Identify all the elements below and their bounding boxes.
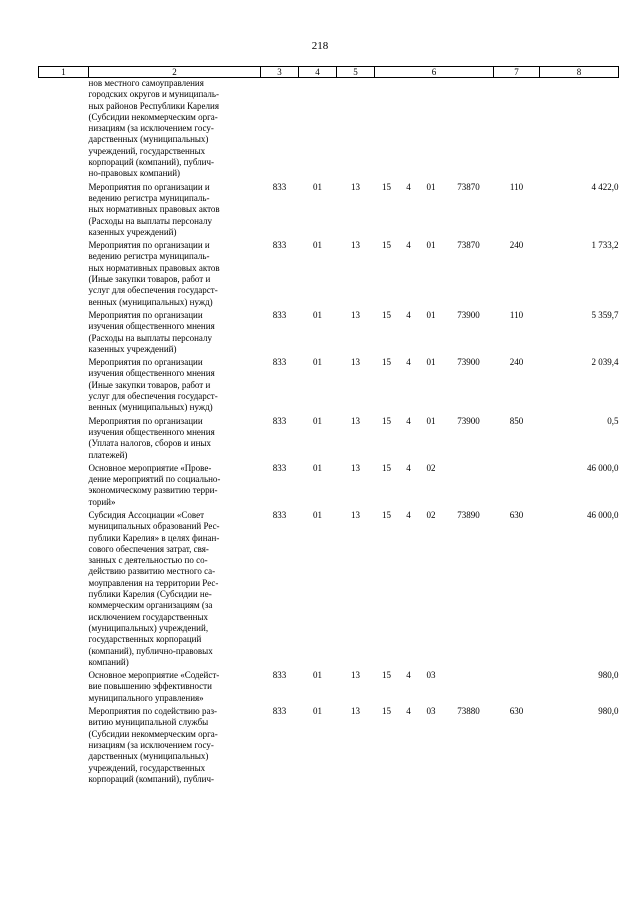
row-section-code: 01 [313,670,322,681]
row-ministry-code: 833 [272,309,287,320]
table-row [39,463,619,510]
row-name: Субсидия Ассоциации «Совет муниципальных образований Рес- публики Карелия» в целях финан- сового обеспечения затрат, свя- занных с деятельностью по со- действию развитию местного са- моуправления на территории Рес- публики Карелия (Субсидии не- коммерческим организациям (за исключением государственных (муниципальных) учреждений, государственных корпораций (компаний), публично-правовых компаний) [88,509,220,667]
row-expense-type: 850 [509,415,524,426]
table-row [39,510,619,670]
table-row [39,670,619,706]
row-target-activity: 03 [426,670,436,681]
row-target-direction [444,463,494,510]
row-target-program: 15 [382,240,391,251]
table-row [39,182,619,240]
row-target-program: 15 [382,357,391,368]
row-expense-type: 630 [509,706,524,717]
row-subsection-code: 13 [351,462,360,473]
row-spacer-cell [39,240,89,310]
row-target-subprogram: 4 [406,706,411,717]
row-spacer-cell [39,463,89,510]
row-amount: 0,5 [607,415,619,426]
row-ministry-code: 833 [272,240,287,251]
row-ministry-code: 833 [272,181,287,192]
row-subsection-code: 13 [351,706,360,717]
row-ministry-code: 833 [272,357,287,368]
row-subsection-code: 13 [351,415,360,426]
table-row [39,240,619,310]
row-spacer-cell [39,706,89,787]
row-name: Мероприятия по организации и ведению регистра муниципаль- ных нормативных правовых актов (Расходы на выплаты персоналу казенных учреждений) [88,181,220,237]
row-section-code: 01 [313,706,322,717]
row-spacer-cell [39,357,89,415]
row-section-code [299,78,337,182]
row-section-code: 01 [313,309,322,320]
page-number: 218 [311,40,329,52]
col-header-4: 4 [299,67,337,78]
row-target-subprogram: 4 [406,240,411,251]
row-target-activity: 01 [426,181,436,192]
row-target-direction: 73890 [457,509,480,520]
header-row [39,67,619,78]
row-section-code: 01 [313,181,322,192]
row-subsection-code: 13 [351,309,360,320]
row-name: Мероприятия по организации изучения общественного мнения (Расходы на выплаты персоналу казенных учреждений) [88,309,215,354]
row-expense-type [494,670,540,706]
row-spacer-cell [39,182,89,240]
row-spacer-cell [39,416,89,463]
row-target-subprogram: 4 [406,509,411,520]
row-expense-type: 630 [509,509,524,520]
table-row [39,310,619,357]
row-expense-type: 110 [509,181,524,192]
row-target-activity: 01 [426,415,436,426]
row-amount: 2 039,4 [591,357,619,368]
row-target-program: 15 [382,462,391,473]
table-row [39,78,619,182]
row-section-code: 01 [313,415,322,426]
col-header-3: 3 [261,67,299,78]
row-target-direction: 73880 [457,706,480,717]
row-ministry-code: 833 [272,509,287,520]
row-target-activity: 01 [426,309,436,320]
row-name: нов местного самоуправления городских округов и муниципаль- ных районов Республики Карелия (Субсидии некоммерческим орга- низациям (за исключением госу- дарственных (муниципальных) учреждений, государственных корпораций (компаний), публич- но-правовых компаний) [88,78,219,179]
row-target-activity [419,78,444,182]
row-expense-type [494,78,540,182]
row-target-subprogram: 4 [406,181,411,192]
row-subsection-code: 13 [351,670,360,681]
row-name: Мероприятия по содействию раз- витию муниципальной службы (Субсидии некоммерческим орга- низациям (за исключением госу- дарственных (муниципальных) учреждений, государственных корпораций (компаний), публич- [88,706,218,784]
row-target-subprogram: 4 [406,462,411,473]
row-spacer-cell [39,670,89,706]
row-ministry-code: 833 [272,706,287,717]
row-target-subprogram [399,78,419,182]
row-target-activity: 03 [426,706,436,717]
row-target-program: 15 [382,415,391,426]
row-spacer-cell [39,510,89,670]
col-header-7: 7 [494,67,540,78]
col-header-6: 6 [375,67,494,78]
row-target-program: 15 [382,670,391,681]
row-amount: 980,0 [598,706,619,717]
row-target-program: 15 [382,509,391,520]
row-section-code: 01 [313,357,322,368]
row-name: Основное мероприятие «Содейст- вие повышению эффективности муниципального управления» [88,670,220,703]
table-row [39,706,619,787]
col-header-1: 1 [39,67,89,78]
row-subsection-code: 13 [351,240,360,251]
row-ministry-code [261,78,299,182]
row-target-program: 15 [382,706,391,717]
row-amount: 1 733,2 [591,240,619,251]
row-target-subprogram: 4 [406,309,411,320]
row-amount: 5 359,7 [591,309,619,320]
row-target-subprogram: 4 [406,357,411,368]
row-target-direction: 73870 [457,240,480,251]
row-target-subprogram: 4 [406,415,411,426]
row-target-activity: 01 [426,357,436,368]
budget-table [38,66,619,787]
row-amount: 4 422,0 [591,181,619,192]
row-target-direction: 73900 [457,357,480,368]
row-spacer-cell [39,310,89,357]
row-ministry-code: 833 [272,462,287,473]
row-section-code: 01 [313,509,322,520]
row-target-activity: 02 [426,462,436,473]
row-target-program: 15 [382,309,391,320]
row-section-code: 01 [313,240,322,251]
table-row [39,416,619,463]
col-header-2: 2 [89,67,261,78]
row-expense-type: 240 [509,357,524,368]
row-expense-type [494,463,540,510]
row-target-direction: 73870 [457,181,480,192]
row-target-activity: 01 [426,240,436,251]
row-expense-type: 110 [509,309,524,320]
row-amount [540,78,619,182]
row-subsection-code: 13 [351,509,360,520]
row-name: Мероприятия по организации изучения общественного мнения (Иные закупки товаров, работ и услуг для обеспечения государст- венных (муниципальных) нужд) [88,357,218,413]
row-target-direction: 73900 [457,309,480,320]
col-header-5: 5 [337,67,375,78]
row-subsection-code: 13 [351,357,360,368]
row-ministry-code: 833 [272,670,287,681]
row-target-direction [444,78,494,182]
row-subsection-code: 13 [351,181,360,192]
table-row [39,357,619,415]
row-amount: 46 000,0 [587,462,619,473]
row-subsection-code [337,78,375,182]
row-spacer-cell [39,78,89,182]
table-body [39,78,619,788]
row-target-program: 15 [382,181,391,192]
row-section-code: 01 [313,462,322,473]
row-name: Основное мероприятие «Прове- дение мероприятий по социально- экономическому развитию терри- торий» [88,462,221,507]
row-name: Мероприятия по организации и ведению регистра муниципаль- ных нормативных правовых актов (Иные закупки товаров, работ и услуг для обеспечения государст- венных (муниципальных) нужд) [88,240,220,307]
row-ministry-code: 833 [272,415,287,426]
row-expense-type: 240 [509,240,524,251]
row-amount: 980,0 [598,670,619,681]
row-target-subprogram: 4 [406,670,411,681]
row-target-activity: 02 [426,509,436,520]
row-amount: 46 000,0 [587,509,619,520]
row-name: Мероприятия по организации изучения общественного мнения (Уплата налогов, сборов и иных платежей) [88,415,215,460]
row-target-direction: 73900 [457,415,480,426]
col-header-8: 8 [540,67,619,78]
row-target-direction [444,670,494,706]
row-target-program [375,78,399,182]
